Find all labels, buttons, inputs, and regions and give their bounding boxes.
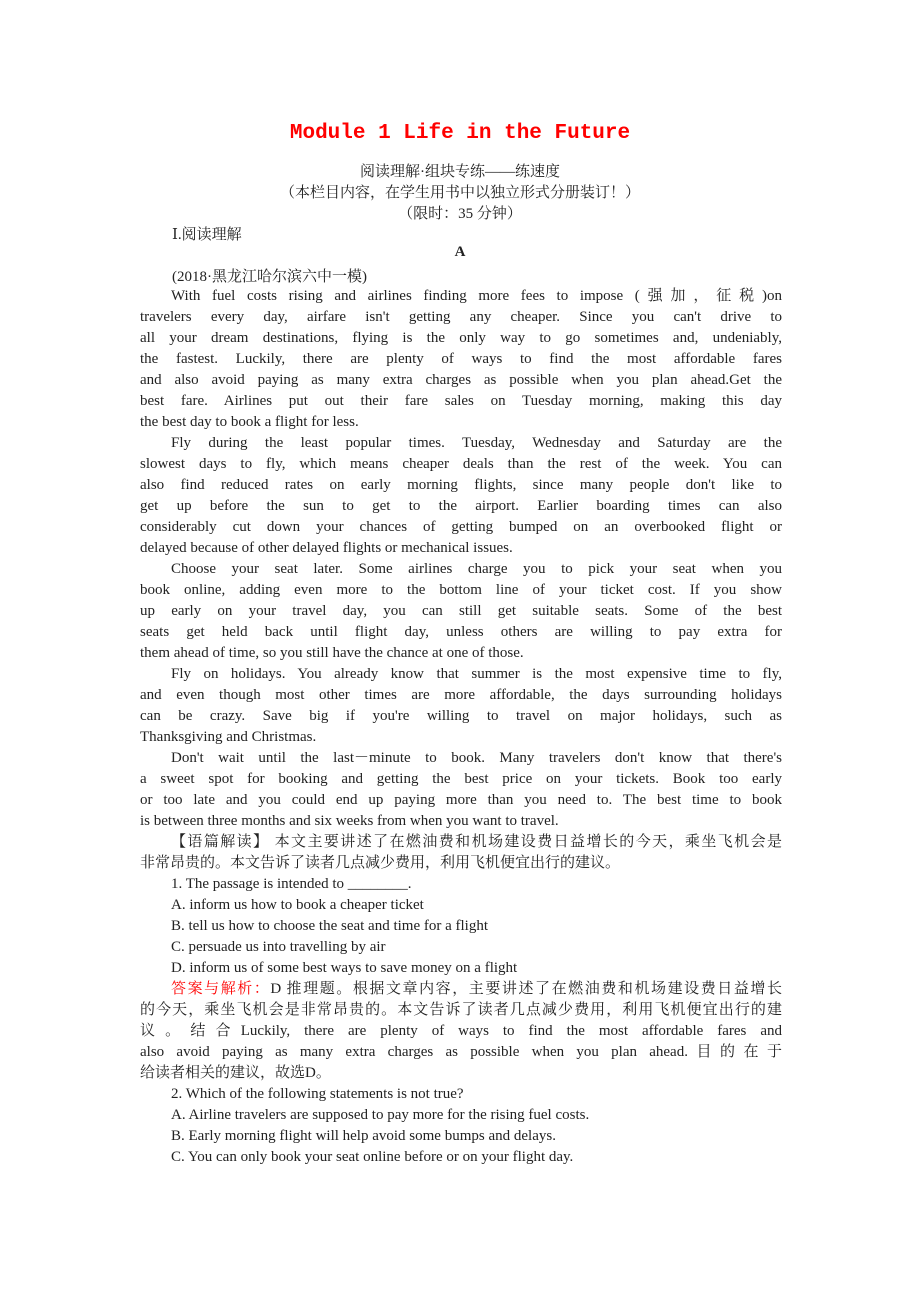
answer-explanation-line: 的今天，乘坐飞机会是非常昂贵的。本文告诉了读者几点减少费用，利用飞机便宜出行的建 <box>140 1002 782 1018</box>
passage-label: A <box>454 244 466 260</box>
paragraph-line: the best day to book a flight for less. <box>140 414 359 430</box>
paragraph-line: Thanksgiving and Christmas. <box>140 729 317 745</box>
binding-note: （本栏目内容，在学生用书中以独立形式分册装订！） <box>279 185 640 201</box>
paragraph-line: considerably cut down your chances of getting bumped on an overbooked flight or <box>140 519 782 535</box>
paragraph-line: best fare. Airlines put out their fare sales on Tuesday morning, making this day <box>140 393 782 409</box>
paragraph-line: them ahead of time, so you still have the chance at one of those. <box>140 645 524 661</box>
paragraph-line: and also avoid paying as many extra charges as possible when you plan ahead.Get the <box>140 372 782 388</box>
answer-option: B. Early morning flight will help avoid some bumps and delays. <box>171 1128 556 1144</box>
paragraph-line: Fly during the least popular times. Tuesday, Wednesday and Saturday are the <box>171 435 782 451</box>
answer-option: A. Airline travelers are supposed to pay more for the rising fuel costs. <box>171 1107 590 1123</box>
question-stem: 1. The passage is intended to ________. <box>171 876 412 892</box>
paragraph-line: delayed because of other delayed flights or mechanical issues. <box>140 540 513 556</box>
answer-option: D. inform us of some best ways to save money on a flight <box>171 960 518 976</box>
source-line: (2018·黑龙江哈尔滨六中一模) <box>172 269 367 285</box>
answer-explanation-line: 议。结合Luckily, there are plenty of ways to find the most affordable fares and <box>140 1023 782 1039</box>
paragraph-line: 非常昂贵的。本文告诉了读者几点减少费用，利用飞机便宜出行的建议。 <box>140 855 621 871</box>
paragraph-line: get up before the sun to get to the airport. Earlier boarding times can also <box>140 498 782 514</box>
paragraph-line: can be crazy. Save big if you're willing to travel on major holidays, such as <box>140 708 782 724</box>
paragraph-line: slowest days to fly, which means cheaper deals than the rest of the week. You can <box>140 456 782 472</box>
answer-option: C. persuade us into travelling by air <box>171 939 386 955</box>
time-limit: （限时：35 分钟） <box>398 206 522 222</box>
answer-explanation-line: also avoid paying as many extra charges as possible when you plan ahead.目的在于 <box>140 1044 782 1060</box>
answer-explanation-line: 给读者相关的建议，故选D。 <box>140 1065 331 1081</box>
answer-option: C. You can only book your seat online before or on your flight day. <box>171 1149 574 1165</box>
answer-label: 答案与解析： <box>171 981 271 997</box>
paragraph-line: book online, adding even more to the bottom line of your ticket cost. If you show <box>140 582 782 598</box>
paragraph-line: or too late and you could end up paying more than you need to. The best time to book <box>140 792 782 808</box>
paragraph-line: Choose your seat later. Some airlines charge you to pick your seat when you <box>171 561 782 577</box>
answer-explanation-line <box>140 979 782 1000</box>
paragraph-line: With fuel costs rising and airlines finding more fees to impose (强加，征税)on <box>171 288 782 304</box>
paragraph-line: travelers every day, airfare isn't getting any cheaper. Since you can't drive to <box>140 309 782 325</box>
section-heading: Ⅰ.阅读理解 <box>172 227 242 243</box>
paragraph-line: seats get held back until flight day, unless others are willing to pay extra for <box>140 624 782 640</box>
answer-text: D 推理题。根据文章内容，主要讲述了在燃油费和机场建设费日益增长 <box>270 981 782 997</box>
paragraph-line: all your dream destinations, flying is the only way to go sometimes and, undeniably, <box>140 330 782 346</box>
document-body <box>140 286 782 1168</box>
paragraph-line: is between three months and six weeks from when you want to travel. <box>140 813 559 829</box>
answer-option: B. tell us how to choose the seat and time for a flight <box>171 918 489 934</box>
paragraph-line: Don't wait until the last－minute to book. Many travelers don't know that there's <box>171 750 782 766</box>
paragraph-line: a sweet spot for booking and getting the best price on your tickets. Book too early <box>140 771 782 787</box>
answer-option: A. inform us how to book a cheaper ticket <box>171 897 424 913</box>
question-stem: 2. Which of the following statements is not true? <box>171 1086 464 1102</box>
module-title: Module 1 Life in the Future <box>289 122 631 145</box>
paragraph-line: also find reduced rates on early morning flights, since many people don't like to <box>140 477 782 493</box>
subtitle: 阅读理解·组块专练——练速度 <box>360 164 560 180</box>
paragraph-line: the fastest. Luckily, there are plenty of ways to find the most affordable fares <box>140 351 782 367</box>
paragraph-line: and even though most other times are more affordable, the days surrounding holidays <box>140 687 782 703</box>
paragraph-line: 【语篇解读】 本文主要讲述了在燃油费和机场建设费日益增长的今天，乘坐飞机会是 <box>171 834 782 850</box>
paragraph-line: up early on your travel day, you can still get suitable seats. Some of the best <box>140 603 782 619</box>
paragraph-line: Fly on holidays. You already know that summer is the most expensive time to fly, <box>171 666 782 682</box>
